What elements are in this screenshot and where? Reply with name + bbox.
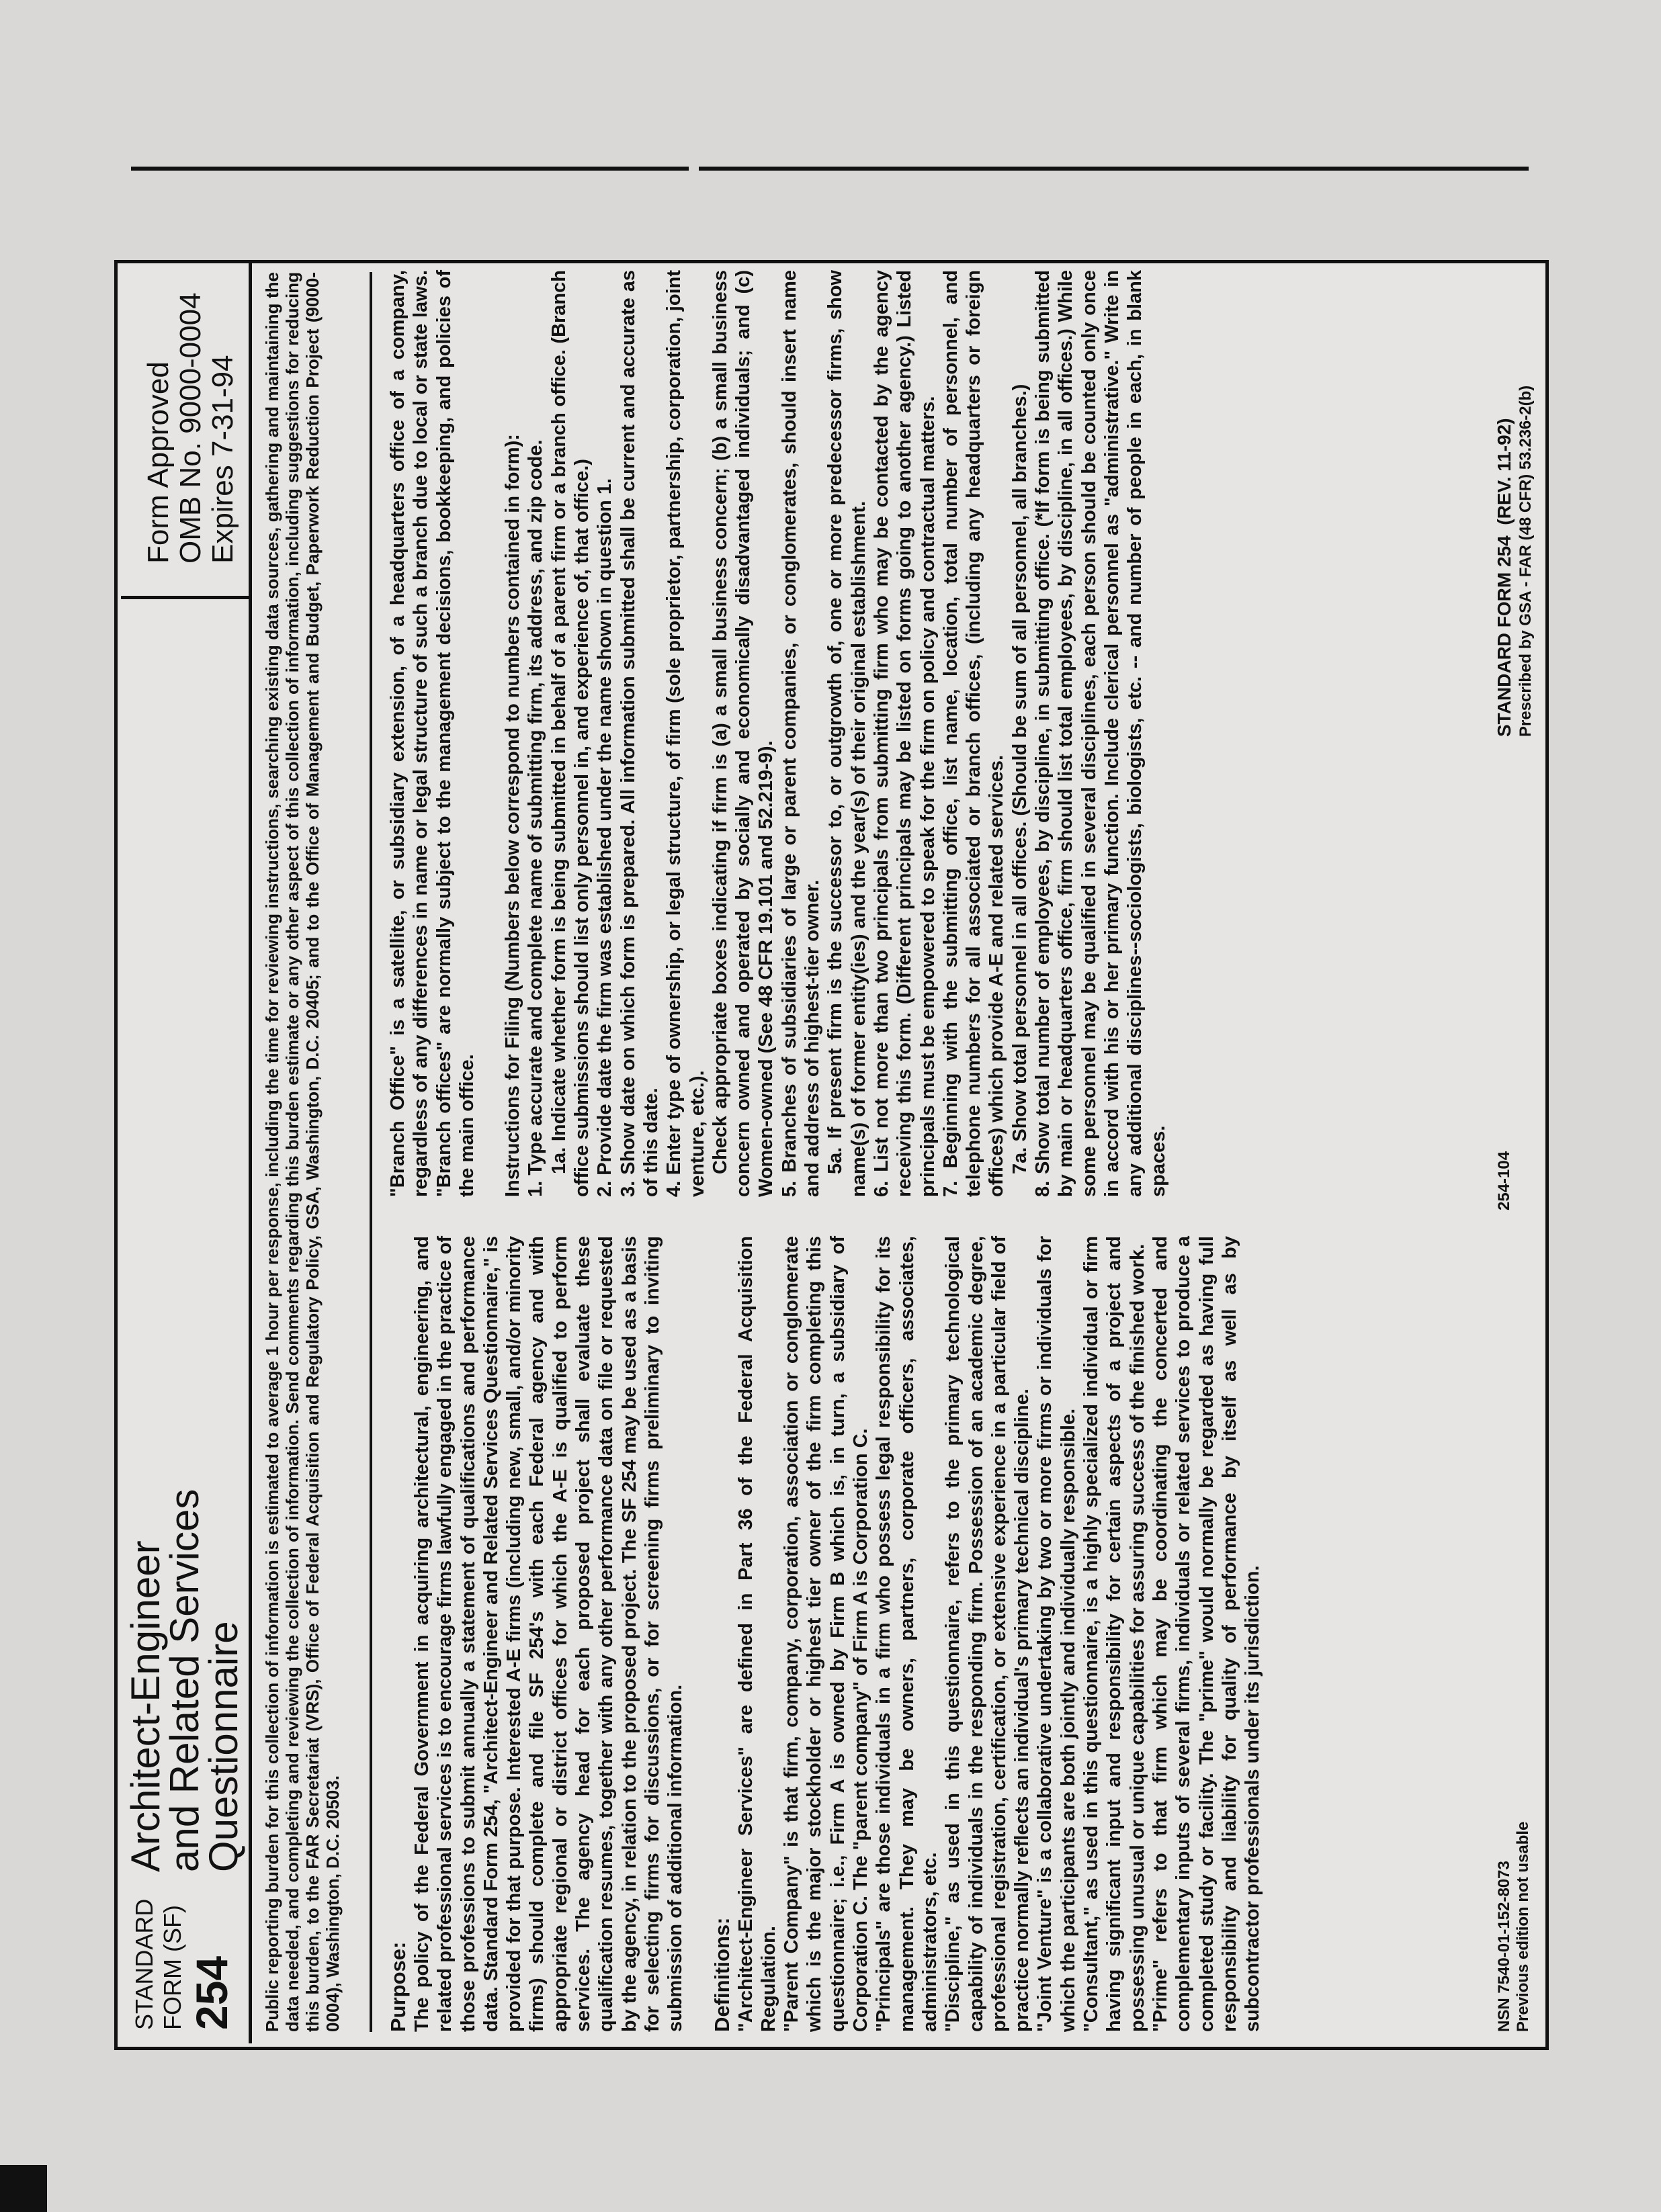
- form-number: 254: [187, 1955, 237, 2030]
- top-rule-left: [131, 167, 689, 171]
- footer-left: [1495, 1822, 1533, 2032]
- def-joint-venture: "Joint Venture" is a collaborative undertaking by two or more firms or individuals for which the participants are both jointly and individually responsible.: [1034, 1236, 1079, 2032]
- form-header: [121, 596, 252, 2043]
- nsn-number: NSN 7540-01-152-8073: [1495, 1861, 1513, 2032]
- footer-right: [1494, 386, 1537, 737]
- burden-statement: Public reporting burden for this collection of information is estimated to average 1 hour per response, including the time for reviewing instructions, searching existing data sources, gathering and maintaining the data needed, and completing and reviewing the collection of information. Send comments regarding this burden estimate or any other aspect of this collection of information, including suggestions for reducing this burden, to the FAR Secretariat (VRS), Office of Federal Acquisition and Regulatory Policy, GSA, Washington, D.C. 20405; and to the Office of Management and Budget, Paperwork Reduction Project (9000-0004), Washington, D.C. 20503.: [262, 272, 343, 2032]
- instructions-heading: Instructions for Filing (Numbers below correspond to numbers contained in form):: [502, 434, 524, 1197]
- def-parent-company: "Parent Company" is that firm, company, corporation, association or conglomerate which is the major stockholder or highest tier owner of the firm completing this questionnaire; i.e., Firm A is owned by Firm B which is, in turn, a subsidiary of Corporation C. The "parent company" of Firm A is Corporation C.: [781, 1236, 872, 2032]
- expiration: Expires 7-31-94: [206, 355, 239, 564]
- def-ae-services: "Architect-Engineer Services" are defined in Part 36 of the Federal Acquisition Regulation.: [734, 1236, 779, 2032]
- page-corner-shadow: [0, 2165, 47, 2212]
- instruction-7: 7. Beginning with the submitting office, list name, location, total number of personnel, and telephone numbers for all associated or branch offices, (including any headquarters or foreign offices) which provide A-E and related services.: [939, 270, 1008, 1197]
- top-rule-right: [699, 167, 1529, 171]
- prescribed-by: Prescribed by GSA - FAR (48 CFR) 53.236-2(b): [1517, 385, 1535, 737]
- omb-number: OMB No. 9000-0004: [174, 292, 207, 564]
- approval-block: [121, 260, 252, 596]
- instruction-7a: 7a. Show total personnel in all offices. (Should be sum of all personnel, all branches.): [1009, 384, 1031, 1174]
- previous-edition: Previous edition not usable: [1514, 1821, 1532, 2032]
- instruction-1a: 1a. Indicate whether form is being submitted in behalf of a parent firm or a branch office. (Branch office submissions should list only personnel in, and experience of, that office.): [548, 270, 593, 1197]
- form-number-block: [130, 1889, 237, 2030]
- definitions-heading: Definitions:: [710, 1917, 734, 2032]
- rotated-form: [114, 260, 1549, 2050]
- right-column: [386, 270, 1170, 1197]
- instruction-6: 6. List not more than two principals from submitting firm who may be contacted by the agency receiving this form. (Different principals may be listed on forms going to another agency.) Listed principals must be empowered to speak for the firm on policy and contractual matters.: [870, 270, 939, 1197]
- form-frame: [114, 260, 1549, 2050]
- instruction-5a: 5a. If present firm is the successor to, or outgrowth of, one or more predecessor firms, show name(s) of former entity(ies) and the year(s) of their original establishment.: [824, 270, 869, 1197]
- instruction-3: 3. Show date on which form is prepared. All information submitted shall be current and accurate as of this date.: [617, 270, 662, 1197]
- footer-code: 254-104: [1495, 1151, 1513, 1210]
- instruction-8: 8. Show total number of employees, by discipline, in submitting office. (*If form is being submitted by main or headquarters office, firm should list total employees, by discipline, in all offices.) While some personnel may be qualified in several disciplines, each person should be counted only once in accord with his or her primary function. Include clerical personnel as "administrative." Write in any additional disciplines--sociologists, biologists, etc. -- and number of people in each, in blank spaces.: [1032, 270, 1169, 1197]
- instruction-2: 2. Provide date the firm was established under the name shown in question 1.: [594, 478, 616, 1197]
- purpose-text: The policy of the Federal Government in acquiring architectural, engineering, and related professional services is to encourage firms lawfully engaged in the practice of those professions to submit annually a statement of qualifications and performance data. Standard Form 254, "Architect-Engineer and Related Services Questionnaire," is provided for that purpose. Interested A-E firms (including new, small, and/or minority firms) should complete and file SF 254's with each Federal agency and with appropriate regional or district offices for which the A-E is qualified to perform services. The agency head for each proposed project shall evaluate these qualification resumes, together with any other performance data on file or requested by the agency, in relation to the proposed project. The SF 254 may be used as a basis for selecting firms for discussions, or for screening firms preliminary to inviting submission of additional information.: [411, 1236, 687, 2032]
- section-divider: [370, 272, 372, 2032]
- instruction-5: 5. Branches of subsidiaries of large or parent companies, or conglomerates, should insert name and address of highest-tier owner.: [778, 270, 824, 1197]
- revision: (REV. 11-92): [1494, 418, 1515, 525]
- form-title: [123, 1200, 246, 1872]
- instruction-4: 4. Enter type of ownership, or legal structure, of firm (sole proprietor, partnership, corporation, joint venture, etc.).: [663, 270, 708, 1197]
- def-discipline: "Discipline," as used in this questionnaire, refers to the primary technological capability of individuals in the responding firm. Possession of an academic degree, professional registration, certification, or extensive experience in a particular field of practice normally reflects an individual's primary technical discipline.: [942, 1236, 1033, 2032]
- form-approved: Form Approved: [142, 361, 175, 564]
- sf-footer-label: STANDARD FORM 254: [1494, 535, 1515, 737]
- def-principals: "Principals" are those individuals in a firm who possess legal responsibility for its management. They may be owners, partners, corporate officers, associates, administrators, etc.: [873, 1236, 941, 2032]
- purpose-heading: Purpose:: [386, 1941, 410, 2032]
- left-column: [386, 1236, 1264, 2032]
- standard-label: STANDARD: [130, 1898, 158, 2030]
- def-branch-office: "Branch Office" is a satellite, or subsidiary extension, of a headquarters office of a company, regardless of any differences in name or legal structure of such a branch due to local or state laws. "Branch offices" are normally subject to the management decisions, bookkeeping, and policies of the main office.: [387, 270, 478, 1197]
- title-line-1: Architect-Engineer: [123, 1540, 168, 1872]
- form-sf-label: FORM (SF): [159, 1905, 186, 2030]
- def-prime: "Prime" refers to that firm which may be coordinating the concerted and complementary inputs of several firms, individuals or related services to produce a completed study or facility. The "prime" would normally be regarded as having full responsibility and liability for quality of performance by itself as well as by subcontractor professionals under its jurisdiction.: [1149, 1236, 1264, 2032]
- instruction-4-check: Check appropriate boxes indicating if firm is (a) a small business concern; (b) a small business concern owned and operated by socially and economically disadvantaged individuals; and (c) Women-owned (See 48 CFR 19.101 and 52.219-9).: [709, 270, 777, 1197]
- def-consultant: "Consultant," as used in this questionnaire, is a highly specialized individual or firm having significant input and responsibility for certain aspects of a project and possessing unusual or unique capabilities for assuring success of the finished work.: [1080, 1236, 1148, 2032]
- instruction-1: 1. Type accurate and complete name of submitting firm, its address, and zip code.: [525, 439, 547, 1197]
- title-line-2: and Related Services: [162, 1489, 207, 1872]
- title-line-3: Questionnaire: [201, 1621, 246, 1872]
